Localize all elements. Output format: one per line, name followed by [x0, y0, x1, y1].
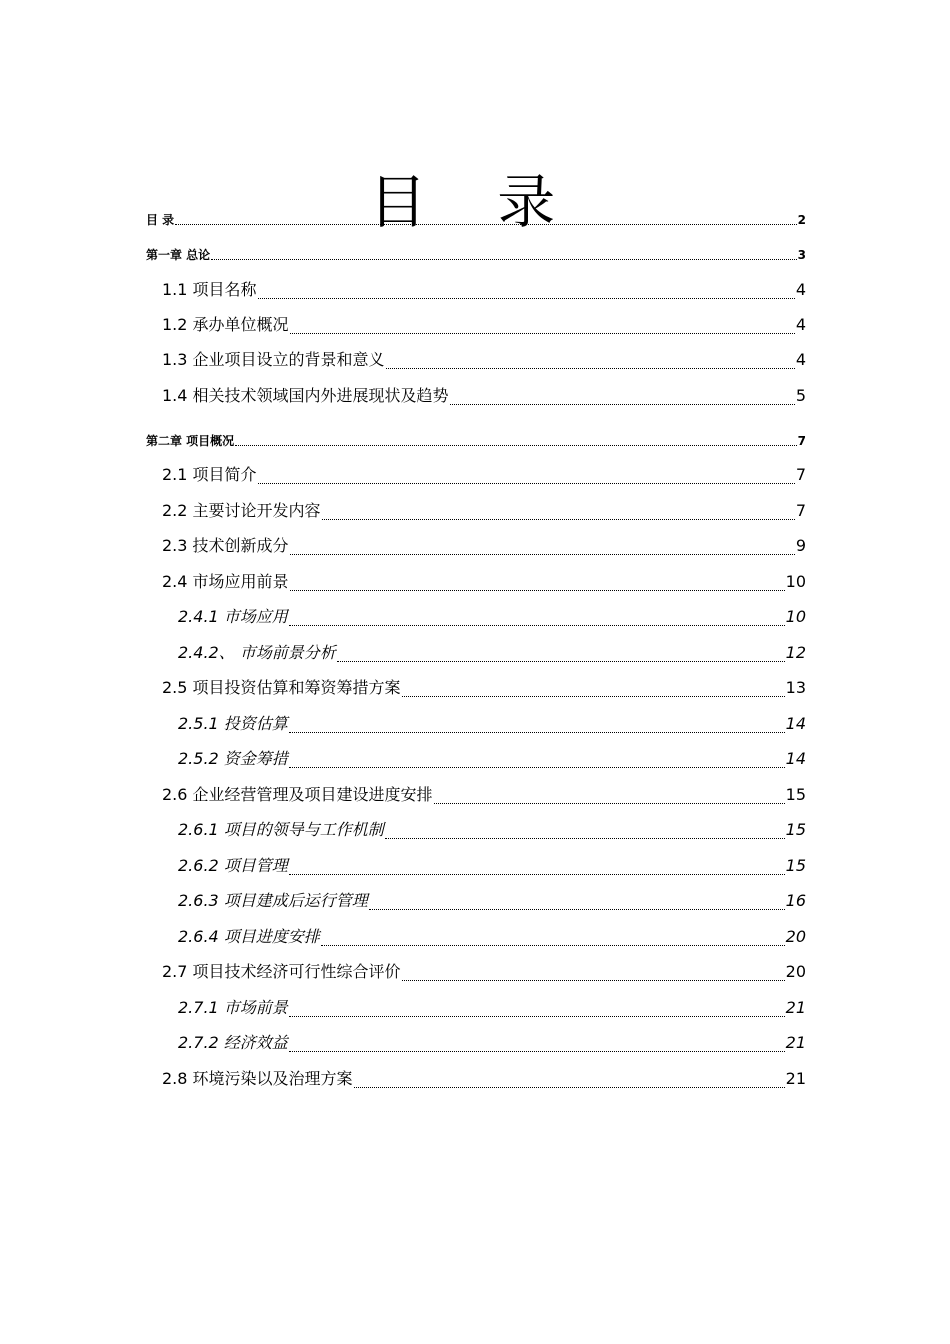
toc-entry-page: 4	[795, 315, 806, 334]
toc-entry-label: 2.7 项目技术经济可行性综合评价	[162, 962, 401, 981]
toc-entry-label: 2.6.1 项目的领导与工作机制	[178, 820, 384, 839]
toc-leader-dots	[402, 979, 785, 981]
toc-leader-dots	[337, 660, 785, 662]
toc-entry-page: 20	[785, 962, 806, 981]
toc-entry-label: 2.5.2 资金筹措	[178, 749, 288, 768]
toc-entry-contents[interactable]	[146, 210, 806, 230]
toc-entry-label: 2.6.3 项目建成后运行管理	[178, 891, 368, 910]
toc-entry-2-5-2[interactable]	[178, 746, 806, 772]
toc-entry-2-1[interactable]	[162, 462, 806, 488]
toc-leader-dots	[322, 518, 795, 520]
toc-entry-page: 7	[797, 434, 806, 448]
toc-leader-dots	[290, 589, 785, 591]
toc-leader-dots	[235, 444, 796, 446]
toc-leader-dots	[289, 731, 785, 733]
toc-entry-page: 9	[795, 536, 806, 555]
toc-entry-page: 4	[795, 280, 806, 299]
toc-entry-label: 2.4.2、 市场前景分析	[178, 643, 336, 662]
toc-entry-chapter-2[interactable]	[146, 431, 806, 451]
toc-entry-2-6-4[interactable]	[178, 924, 806, 950]
toc-entry-2-6-2[interactable]	[178, 853, 806, 879]
toc-entry-label: 2.5.1 投资估算	[178, 714, 288, 733]
toc-entry-2-4-2[interactable]	[178, 640, 806, 666]
toc-entry-2-6-1[interactable]	[178, 817, 806, 843]
toc-leader-dots	[434, 802, 785, 804]
toc-entry-1-4[interactable]	[162, 383, 806, 409]
toc-leader-dots	[258, 482, 795, 484]
toc-entry-2-3[interactable]	[162, 533, 806, 559]
toc-entry-page: 2	[797, 213, 806, 227]
toc-entry-label: 2.8 环境污染以及治理方案	[162, 1069, 353, 1088]
toc-entry-page: 14	[785, 749, 806, 768]
toc-entry-2-7-1[interactable]	[178, 995, 806, 1021]
toc-entry-2-4-1[interactable]	[178, 604, 806, 630]
toc-leader-dots	[289, 624, 785, 626]
toc-entry-2-5[interactable]	[162, 675, 806, 701]
toc-entry-page: 14	[785, 714, 806, 733]
toc-entry-1-2[interactable]	[162, 312, 806, 338]
toc-entry-label: 2.6.2 项目管理	[178, 856, 288, 875]
toc-entry-label: 2.4.1 市场应用	[178, 607, 288, 626]
toc-leader-dots	[450, 403, 795, 405]
toc-entry-label: 2.1 项目简介	[162, 465, 257, 484]
toc-entry-label: 第二章 项目概况	[146, 434, 235, 448]
toc-leader-dots	[289, 1050, 785, 1052]
toc-entry-page: 15	[785, 820, 806, 839]
toc-entry-page: 10	[785, 607, 806, 626]
toc-entry-page: 4	[795, 350, 806, 369]
toc-leader-dots	[321, 944, 785, 946]
toc-entry-label: 2.7.2 经济效益	[178, 1033, 288, 1052]
toc-entry-label: 2.6.4 项目进度安排	[178, 927, 320, 946]
toc-entry-page: 20	[785, 927, 806, 946]
toc-leader-dots	[386, 367, 795, 369]
toc-entry-page: 12	[785, 643, 806, 662]
toc-entry-page: 21	[785, 1069, 806, 1088]
toc-entry-2-7-2[interactable]	[178, 1030, 806, 1056]
toc-entry-2-6[interactable]	[162, 782, 806, 808]
toc-entry-label: 2.4 市场应用前景	[162, 572, 289, 591]
toc-entry-page: 5	[795, 386, 806, 405]
toc-entry-1-3[interactable]	[162, 347, 806, 373]
toc-entry-label: 2.6 企业经营管理及项目建设进度安排	[162, 785, 433, 804]
toc-entry-label: 1.1 项目名称	[162, 280, 257, 299]
toc-entry-2-2[interactable]	[162, 498, 806, 524]
toc-leader-dots	[385, 837, 785, 839]
toc-entry-2-5-1[interactable]	[178, 711, 806, 737]
toc-entry-page: 16	[785, 891, 806, 910]
toc-entry-page: 13	[785, 678, 806, 697]
toc-entry-page: 3	[797, 248, 806, 262]
toc-entry-chapter-1[interactable]	[146, 245, 806, 265]
page-title: 目 录	[368, 167, 582, 236]
toc-entry-label: 2.5 项目投资估算和筹资筹措方案	[162, 678, 401, 697]
toc-leader-dots	[290, 553, 795, 555]
toc-entry-page: 21	[785, 1033, 806, 1052]
toc-entry-1-1[interactable]	[162, 277, 806, 303]
toc-entry-label: 1.2 承办单位概况	[162, 315, 289, 334]
toc-entry-label: 目 录	[146, 213, 175, 227]
toc-leader-dots	[211, 258, 796, 260]
toc-entry-label: 1.3 企业项目设立的背景和意义	[162, 350, 385, 369]
toc-entry-page: 7	[795, 501, 806, 520]
toc-entry-page: 15	[785, 785, 806, 804]
toc-entry-page: 7	[795, 465, 806, 484]
toc-leader-dots	[289, 1015, 785, 1017]
toc-entry-2-7[interactable]	[162, 959, 806, 985]
toc-entry-page: 15	[785, 856, 806, 875]
toc-entry-label: 第一章 总论	[146, 248, 211, 262]
toc-leader-dots	[175, 223, 796, 225]
toc-entry-label: 2.3 技术创新成分	[162, 536, 289, 555]
toc-leader-dots	[290, 332, 795, 334]
toc-entry-label: 2.2 主要讨论开发内容	[162, 501, 321, 520]
toc-entry-page: 21	[785, 998, 806, 1017]
toc-leader-dots	[289, 766, 785, 768]
toc-leader-dots	[402, 695, 785, 697]
toc-entry-label: 2.7.1 市场前景	[178, 998, 288, 1017]
toc-leader-dots	[289, 873, 785, 875]
toc-entry-label: 1.4 相关技术领域国内外进展现状及趋势	[162, 386, 449, 405]
toc-entry-2-8[interactable]	[162, 1066, 806, 1092]
toc-leader-dots	[258, 297, 795, 299]
toc-leader-dots	[369, 908, 785, 910]
toc-entry-2-6-3[interactable]	[178, 888, 806, 914]
toc-entry-2-4[interactable]	[162, 569, 806, 595]
toc-entry-page: 10	[785, 572, 806, 591]
toc-leader-dots	[354, 1086, 785, 1088]
